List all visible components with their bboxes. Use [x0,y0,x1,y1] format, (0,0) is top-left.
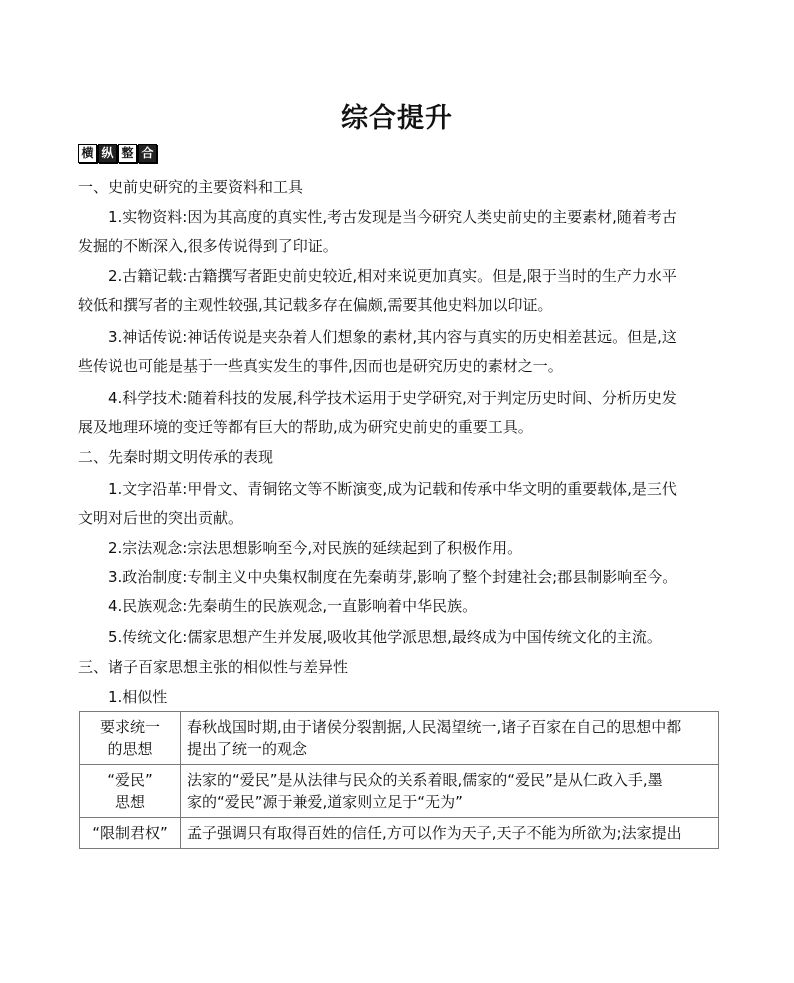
key-line: 思想 [114,793,145,811]
paragraph-line: 4.科学技术:随着科技的发展,科学技术运用于史学研究,对于判定历史时间、分析历史发 [108,389,677,407]
paragraph-line: 5.传统文化:儒家思想产生并发展,吸收其他学派思想,最终成为中国传统文化的主流。 [108,628,662,646]
paragraph-line: 3.神话传说:神话传说是夹杂着人们想象的素材,其内容与真实的历史相差甚远。但是,这 [108,328,677,346]
value-line: 春秋战国时期,由于诸侯分裂割据,人民渴望统一,诸子百家在自己的思想中都 [187,718,682,736]
table-row [80,818,719,849]
paragraph-line: 2.古籍记载:古籍撰写者距史前史较近,相对来说更加真实。但是,限于当时的生产力水平 [108,267,677,285]
paragraph-line: 文明对后世的突出贡献。 [78,509,244,527]
paragraph-line: 展及地理环境的变迁等都有巨大的帮助,成为研究史前史的重要工具。 [78,418,533,436]
key-line: 要求统一 [99,718,160,736]
subheading: 1.相似性 [108,688,168,706]
paragraph-line: 些传说也可能是基于一些真实发生的事件,因而也是研究历史的素材之一。 [78,357,563,375]
table-value-cell [181,765,719,818]
table-row [80,712,719,765]
paragraph-line: 1.实物资料:因为其高度的真实性,考古发现是当今研究人类史前史的主要素材,随着考古 [108,208,677,226]
paragraph-line: 较低和撰写者的主观性较强,其记载多存在偏颇,需要其他史料加以印证。 [78,296,553,314]
badge-char: 整 [118,144,137,163]
key-line: “限制君权” [92,824,168,842]
paragraph-line: 4.民族观念:先秦萌生的民族观念,一直影响着中华民族。 [108,597,478,615]
section-2-heading: 二、先秦时期文明传承的表现 [78,448,274,466]
value-line: 孟子强调只有取得百姓的信任,方可以作为天子,天子不能为所欲为;法家提出 [187,824,682,842]
key-line: 的思想 [107,740,153,758]
table-row [80,765,719,818]
table-key-cell [80,765,181,818]
section-3-heading: 三、诸子百家思想主张的相似性与差异性 [78,658,349,676]
badge-char: 合 [138,144,157,163]
key-line: “爱民” [107,771,153,789]
table-key-cell [80,818,181,849]
table-key-cell [80,712,181,765]
table-value-cell [181,712,719,765]
paragraph-line: 3.政治制度:专制主义中央集权制度在先秦萌芽,影响了整个封建社会;郡县制影响至今。 [108,568,678,586]
value-line: 家的“爱民”源于兼爱,道家则立足于“无为” [187,793,463,811]
badge-char: 纵 [98,144,117,163]
page-title: 综合提升 [341,103,453,134]
section-1-heading: 一、史前史研究的主要资料和工具 [78,178,304,196]
paragraph-line: 发掘的不断深入,很多传说得到了印证。 [78,237,338,255]
table-value-cell [181,818,719,849]
section-badge [78,144,158,163]
value-line: 提出了统一的观念 [187,740,308,758]
badge-char: 横 [78,144,97,163]
paragraph-line: 2.宗法观念:宗法思想影响至今,对民族的延续起到了积极作用。 [108,539,523,557]
value-line: 法家的“爱民”是从法律与民众的关系着眼,儒家的“爱民”是从仁政入手,墨 [187,771,663,789]
paragraph-line: 1.文字沿革:甲骨文、青铜铭文等不断演变,成为记载和传承中华文明的重要载体,是三代 [108,480,677,498]
similarity-table [79,711,719,849]
